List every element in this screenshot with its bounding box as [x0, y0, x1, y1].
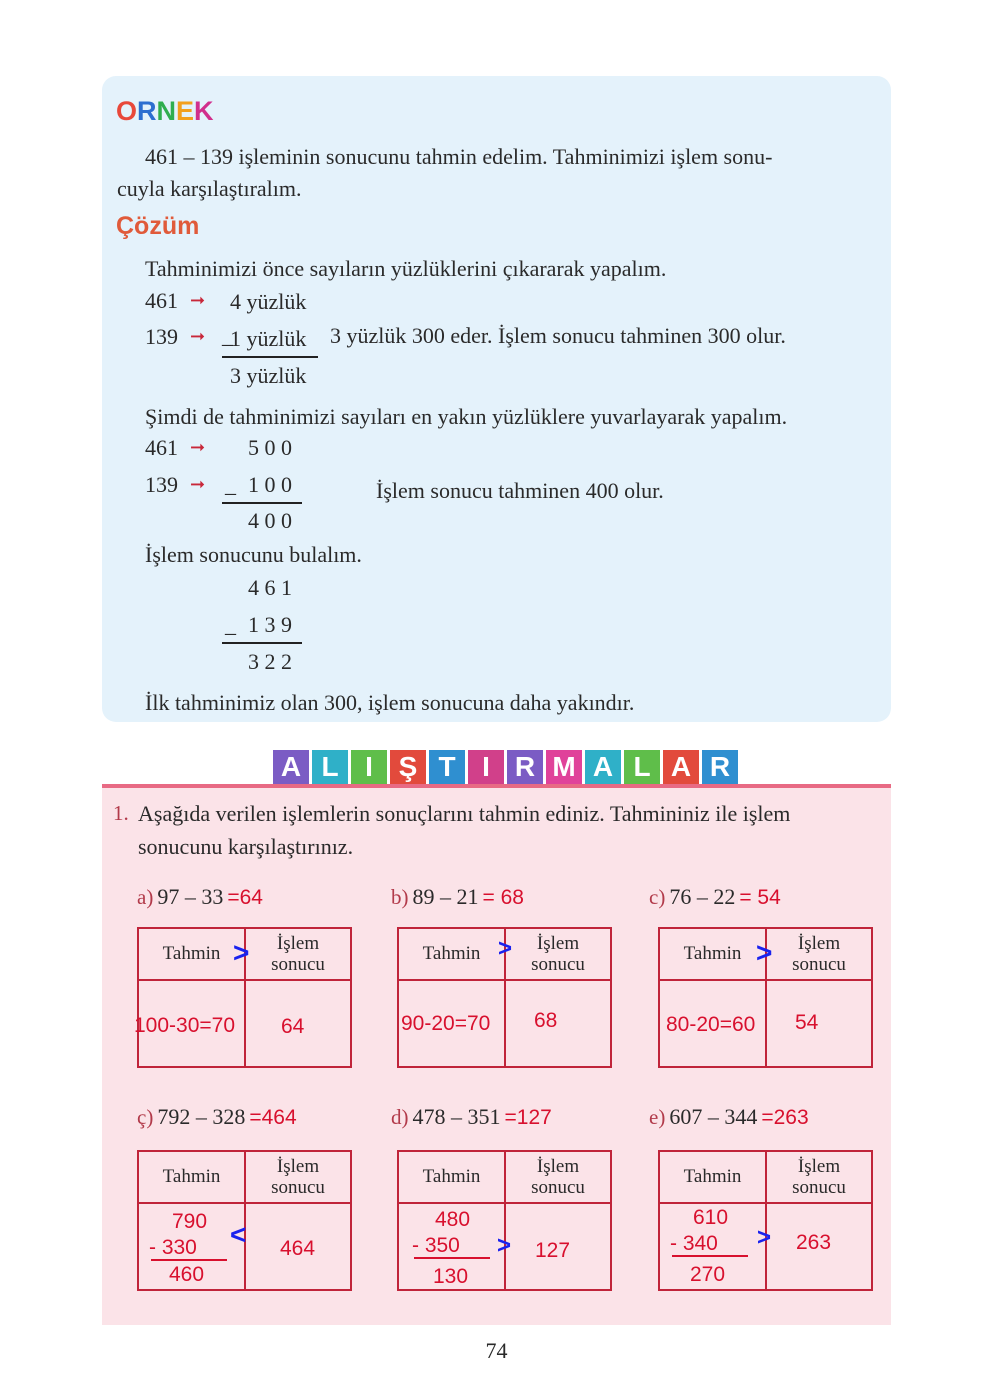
handwritten-estimate: 80-20=60: [666, 1013, 756, 1036]
title-letter: E: [176, 96, 195, 126]
arrow-icon: ➞: [190, 474, 206, 495]
header-sonucu: sonucu: [271, 1177, 325, 1198]
handwritten-answer: =464: [249, 1106, 297, 1129]
header-islem-sonucu: [246, 933, 350, 975]
banner-letter: L: [312, 750, 348, 784]
title-letter: K: [194, 96, 214, 126]
step1-text: Tahminimizi önce sayıların yüzlüklerini çıkararak yapalım.: [145, 256, 667, 281]
step2-n2-result: 1 0 0: [248, 472, 292, 497]
question-line-2: sonucunu karşılaştırınız.: [138, 834, 354, 859]
intro-line-1: 461 – 139 işleminin sonucunu tahmin edelim. Tahminimizi işlem sonu-: [145, 144, 773, 169]
handwritten-estimate: 100-30=70: [134, 1014, 236, 1037]
header-islem-sonucu: [506, 933, 610, 975]
step2-text: Şimdi de tahminimizi sayıları en yakın yüzlüklere yuvarlayarak yapalım.: [145, 404, 788, 429]
handwritten-estimate-top: 480: [435, 1208, 471, 1231]
header-sonucu: sonucu: [792, 954, 846, 975]
exercises-banner: [273, 750, 738, 786]
handwritten-answer: =263: [761, 1106, 809, 1129]
handwritten-rule: [672, 1255, 748, 1257]
title-letter: N: [156, 96, 177, 126]
header-sonucu: sonucu: [531, 954, 585, 975]
step1-n2: 139: [145, 324, 178, 349]
exercise-d-table: [397, 1150, 612, 1291]
banner-letter: R: [507, 750, 543, 784]
example-box: [102, 76, 891, 722]
final-statement: İlk tahminimiz olan 300, işlem sonucuna daha yakındır.: [145, 690, 635, 715]
exercise-c-table: [658, 927, 873, 1068]
comparison-sign: >: [756, 937, 773, 968]
header-tahmin: Tahmin: [683, 943, 742, 964]
page-number: 74: [485, 1338, 508, 1363]
banner-letter: L: [624, 750, 660, 784]
handwritten-answer: = 54: [739, 886, 781, 909]
sum-line: [222, 356, 318, 358]
banner-letter: A: [585, 750, 621, 784]
exercise-c-label: [649, 884, 781, 910]
banner-letter: M: [546, 750, 582, 784]
header-islem: İşlem: [276, 1156, 320, 1177]
step2-n2: 139: [145, 472, 178, 497]
handwritten-rule: [414, 1257, 490, 1259]
sum-line: [222, 502, 302, 504]
header-islem-sonucu: [767, 933, 871, 975]
banner-letter: Ş: [390, 750, 426, 784]
comparison-sign: <: [230, 1219, 247, 1250]
question-number: 1.: [113, 801, 129, 825]
header-islem: İşlem: [797, 933, 841, 954]
table-divider: [139, 979, 350, 981]
header-islem-sonucu: [767, 1156, 871, 1198]
step3-text: İşlem sonucunu bulalım.: [145, 542, 362, 567]
handwritten-answer: =127: [504, 1106, 552, 1129]
comparison-sign: >: [233, 937, 250, 968]
exercise-a-label: [137, 884, 263, 910]
header-islem: İşlem: [536, 933, 580, 954]
item-expression: 89 – 21: [412, 884, 479, 909]
sum-line: [222, 642, 302, 644]
step3-n1: 4 6 1: [248, 575, 292, 600]
handwritten-estimate-top: 790: [172, 1210, 208, 1233]
exercise-e-label: [649, 1104, 809, 1130]
step3-result: 3 2 2: [248, 649, 292, 674]
banner-letter: A: [273, 750, 309, 784]
item-expression: 478 – 351: [412, 1104, 501, 1129]
handwritten-answer: = 68: [482, 886, 524, 909]
handwritten-result: 68: [534, 1009, 558, 1032]
handwritten-estimate: 90-20=70: [401, 1012, 491, 1035]
exercise-c-cedilla-table: [137, 1150, 352, 1291]
title-letter: R: [137, 96, 157, 126]
arrow-icon: ➞: [190, 290, 206, 311]
handwritten-estimate-bottom: 270: [690, 1263, 726, 1286]
handwritten-estimate-bottom: 460: [169, 1263, 205, 1286]
header-tahmin: Tahmin: [422, 943, 481, 964]
item-expression: 97 – 33: [157, 884, 224, 909]
exercise-d-label: [391, 1104, 552, 1130]
handwritten-result: 64: [281, 1015, 305, 1038]
handwritten-estimate-bottom: 130: [433, 1265, 469, 1288]
exercise-b-label: [391, 884, 524, 910]
minus-sign: _: [225, 472, 236, 497]
handwritten-estimate-middle: - 340: [670, 1232, 718, 1255]
header-tahmin: Tahmin: [162, 1166, 221, 1187]
handwritten-result: 54: [795, 1011, 819, 1034]
step2-result: 4 0 0: [248, 508, 292, 533]
handwritten-result: 464: [280, 1237, 316, 1260]
header-islem: İşlem: [797, 1156, 841, 1177]
exercise-c-cedilla-label: [137, 1104, 297, 1130]
step3-n2: 1 3 9: [248, 612, 292, 637]
item-label: a): [137, 885, 154, 909]
item-label: b): [391, 885, 409, 909]
item-expression: 792 – 328: [157, 1104, 246, 1129]
item-expression: 76 – 22: [669, 884, 736, 909]
handwritten-result: 263: [796, 1231, 832, 1254]
comparison-sign: >: [498, 935, 513, 962]
comparison-sign: >: [757, 1224, 772, 1251]
exercise-a-table: [134, 927, 352, 1068]
comparison-sign: >: [497, 1232, 512, 1259]
header-islem: İşlem: [276, 933, 320, 954]
table-divider: [660, 1202, 871, 1204]
question-line-1: Aşağıda verilen işlemlerin sonuçlarını tahmin ediniz. Tahmininiz ile işlem: [138, 801, 791, 826]
handwritten-answer: =64: [227, 886, 263, 909]
arrow-icon: ➞: [190, 326, 206, 347]
step1-n1: 461: [145, 288, 178, 313]
header-islem-sonucu: [506, 1156, 610, 1198]
header-islem-sonucu: [246, 1156, 350, 1198]
banner-letter: R: [702, 750, 738, 784]
exercise-e-table: [658, 1150, 873, 1291]
handwritten-rule: [151, 1259, 227, 1261]
step1-n2-result: 1 yüzlük: [230, 326, 307, 351]
item-label: e): [649, 1105, 666, 1129]
step1-conclusion: 3 yüzlük 300 eder. İşlem sonucu tahminen 300 olur.: [330, 323, 786, 348]
banner-letter: T: [429, 750, 465, 784]
step1-result: 3 yüzlük: [230, 363, 307, 388]
exercise-b-table: [397, 927, 612, 1068]
item-label: ç): [137, 1105, 154, 1129]
banner-letter: I: [351, 750, 387, 784]
solution-heading: Çözüm: [116, 212, 200, 240]
minus-sign: _: [222, 323, 233, 348]
step2-conclusion: İşlem sonucu tahminen 400 olur.: [376, 478, 664, 503]
item-label: d): [391, 1105, 409, 1129]
handwritten-estimate-middle: - 330: [149, 1236, 197, 1259]
handwritten-result: 127: [535, 1239, 571, 1262]
table-divider: [399, 1202, 610, 1204]
header-sonucu: sonucu: [271, 954, 325, 975]
minus-sign: _: [225, 612, 236, 637]
header-sonucu: sonucu: [792, 1177, 846, 1198]
arrow-icon: ➞: [190, 437, 206, 458]
table-divider: [399, 979, 610, 981]
table-divider: [139, 1202, 350, 1204]
step2-n1-result: 5 0 0: [248, 435, 292, 460]
handwritten-estimate-middle: - 350: [412, 1234, 460, 1257]
example-title: [116, 96, 214, 127]
banner-letter: A: [663, 750, 699, 784]
header-tahmin: Tahmin: [683, 1166, 742, 1187]
header-tahmin: Tahmin: [422, 1166, 481, 1187]
title-letter: O: [116, 96, 138, 126]
header-islem: İşlem: [536, 1156, 580, 1177]
step1-n1-result: 4 yüzlük: [230, 289, 307, 314]
step2-n1: 461: [145, 435, 178, 460]
item-expression: 607 – 344: [669, 1104, 758, 1129]
header-tahmin: Tahmin: [162, 943, 221, 964]
handwritten-estimate-top: 610: [693, 1206, 729, 1229]
table-divider: [660, 979, 871, 981]
intro-line-2: cuyla karşılaştıralım.: [117, 176, 302, 201]
item-label: c): [649, 885, 666, 909]
banner-letter: I: [468, 750, 504, 784]
header-sonucu: sonucu: [531, 1177, 585, 1198]
